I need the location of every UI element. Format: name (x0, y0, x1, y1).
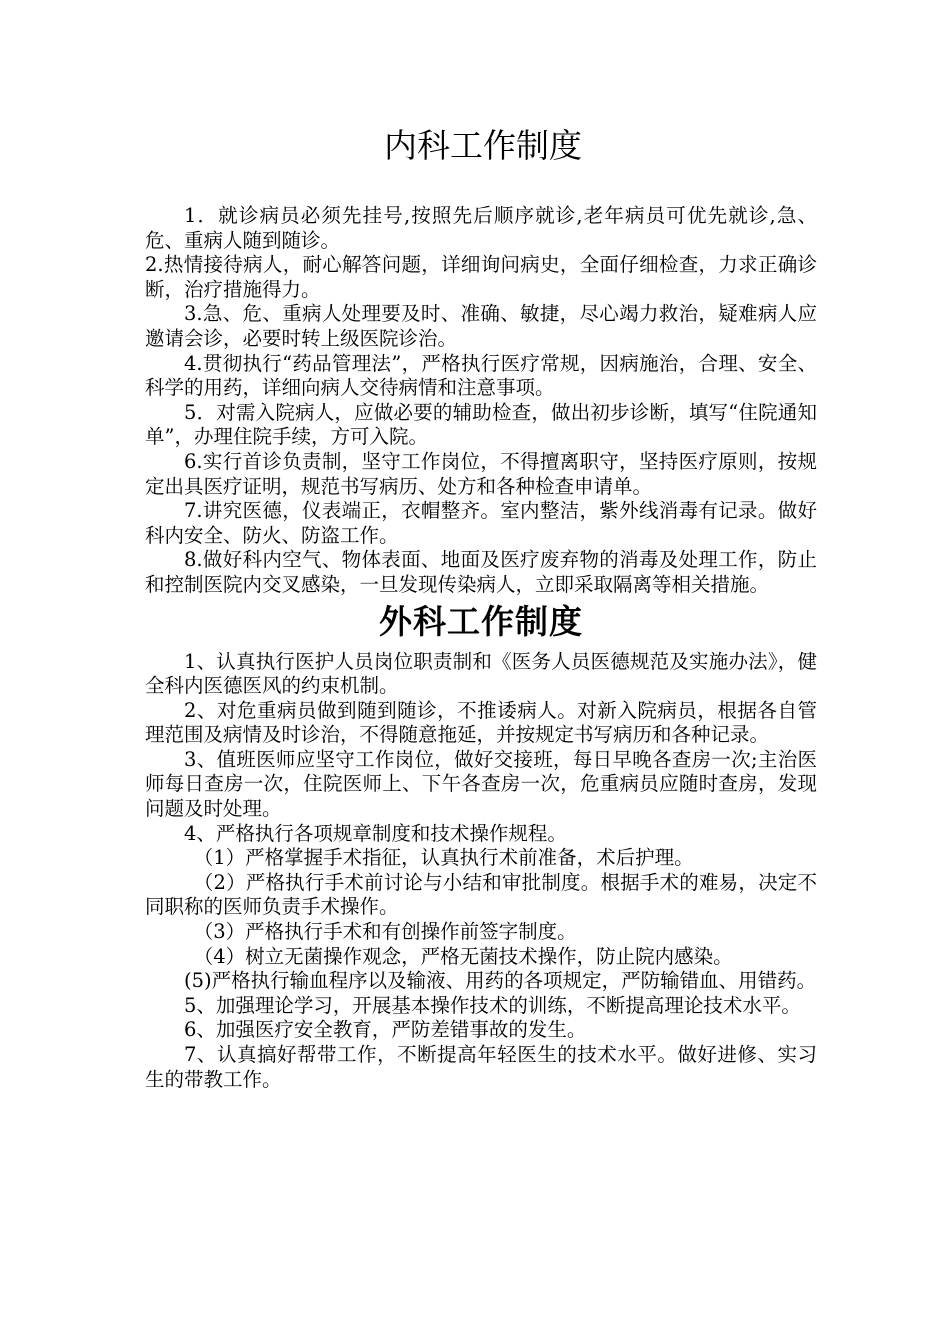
document-page (145, 120, 817, 1092)
internal-rule-5: 5．对需入院病人，应做必要的辅助检查，做出初步诊断，填写“住院通知单”，办理住院手续，方可入院。 (145, 400, 817, 449)
surgery-rule-7: 7、认真搞好帮带工作，不断提高年轻医生的技术水平。做好进修、实习生的带教工作。 (145, 1043, 817, 1091)
surgery-rule-4-4: （4）树立无菌操作观念，严格无菌技术操作，防止院内感染。 (193, 944, 733, 968)
surgery-rule-6: 6、加强医疗安全教育，严防差错事故的发生。 (184, 1018, 587, 1042)
surgery-rule-4-3: （3）严格执行手术和有创操作前签字制度。 (193, 920, 577, 944)
internal-rule-7: 7.讲究医德，仪表端正，衣帽整齐。室内整洁，紫外线消毒有记录。做好科内安全、防火、防盗工作。 (145, 499, 817, 547)
internal-rule-3: 3.急、危、重病人处理要及时、准确、敏捷，尽心竭力救治，疑难病人应邀请会诊，必要时转上级医院诊治。 (145, 302, 817, 350)
surgery-rule-4-5: (5)严格执行输血程序以及输液、用药的各项规定，严防输错血、用错药。 (184, 969, 817, 993)
surgery-rule-4: 4、严格执行各项规章制度和技术操作规程。 (184, 821, 567, 845)
surgery-rule-4-2: （2）严格执行手术前讨论与小结和审批制度。根据手术的难易，决定不同职称的医师负责手术操作。 (145, 870, 817, 919)
internal-rule-6: 6.实行首诊负责制，坚守工作岗位，不得擅离职守，坚持医疗原则，按规定出具医疗证明，规范书写病历、处方和各种检查申请单。 (145, 449, 817, 498)
surgery-rule-4-1: （1）严格掌握手术指征，认真执行术前准备，术后护理。 (193, 846, 694, 870)
section-title-internal-medicine: 内科工作制度 (384, 126, 582, 165)
internal-rule-4: 4.贯彻执行“药品管理法”，严格执行医疗常规，因病施治，合理、安全、科学的用药，详细向病人交待病情和注意事项。 (145, 351, 817, 400)
surgery-rule-3: 3、值班医师应坚守工作岗位，做好交接班，每日早晚各查房一次;主治医师每日查房一次，住院医师上、下午各查房一次，危重病员应随时查房，发现问题及时处理。 (145, 747, 817, 821)
surgery-rule-2: 2、对危重病员做到随到随诊，不推诿病人。对新入院病员，根据各自管理范围及病情及时诊治，不得随意拖延，并按规定书写病历和各种记录。 (145, 698, 817, 747)
internal-rule-8: 8.做好科内空气、物体表面、地面及医疗废弃物的消毒及处理工作，防止和控制医院内交叉感染，一旦发现传染病人，立即采取隔离等相关措施。 (145, 548, 817, 596)
internal-rule-1: 1．就诊病员必须先挂号,按照先后顺序就诊,老年病员可优先就诊,急、危、重病人随到随诊。 (145, 204, 817, 252)
section-title-surgery: 外科工作制度 (379, 601, 583, 641)
surgery-rule-5: 5、加强理论学习，开展基本操作技术的训练，不断提高理论技术水平。 (184, 993, 801, 1017)
internal-rule-2: 2.热情接待病人，耐心解答问题，详细询问病史，全面仔细检查，力求正确诊断，治疗措施得力。 (145, 253, 817, 301)
surgery-rule-1: 1、认真执行医护人员岗位职责制和《医务人员医德规范及实施办法》，健全科内医德医风的约束机制。 (145, 649, 817, 698)
